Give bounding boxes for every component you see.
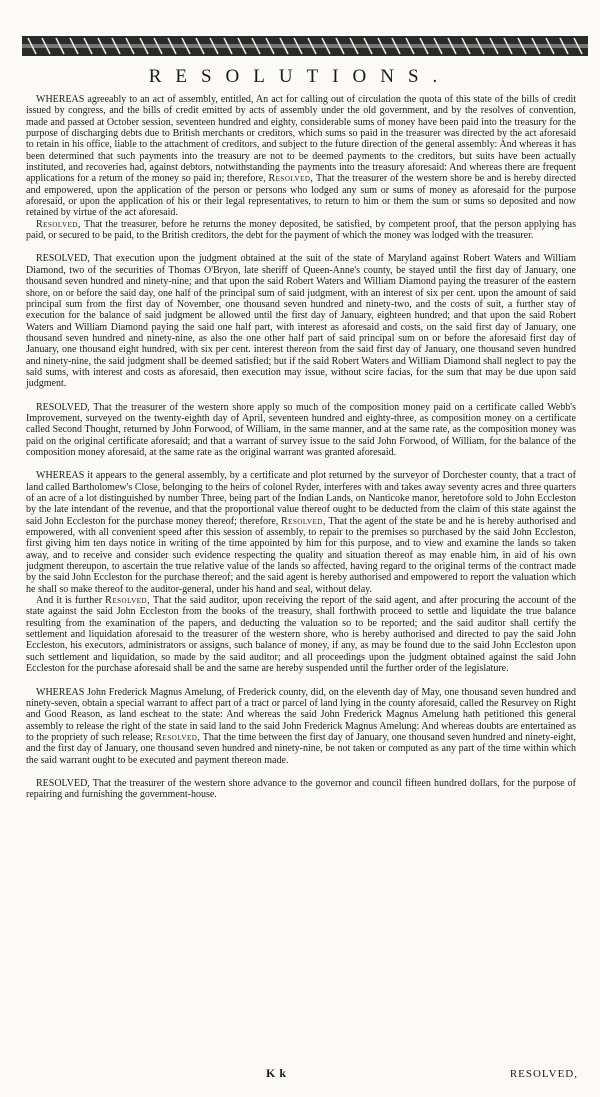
paragraph-text: That the treasurer of the western shore be and is hereby directed and empowered, upon the application of the person or persons who lodged any sum or sums of money as aforesaid for the purpose aforesaid, or upon the application of his or their legal representatives, to return to him or them the sum or sums so deposited and now retained by virtue of the act aforesaid. xyxy=(26,173,576,219)
resolved-keyword: Resolved, xyxy=(281,515,326,527)
paragraph-text: WHEREAS agreeably to an act of assembly, entitled, An act for calling out of circulation the quota of this state of the bills of credit issued by congress, and the bills of credit emitted by acts of assembly under the old government, and by the resolves of convention, made and passed at October session, seventeen hundred and eighty, considerable sums of money have been paid into the treasury for the purpose of discharging debts due to British merchants or creditors, which sums so paid in the treasurer was directed by the act aforesaid to retain in his office, liable to the attachment of creditors, and subject to the future direction of the general assembly: And whereas it has been determined that such payments into the treasury are not to be deemed payments to the creditors, but suits have been actually instituted, and recoveries had, against debtors, notwithstanding the payments into the treasury aforesaid: And whereas there are frequent applications for a return of the money so paid in; therefore, xyxy=(26,94,576,185)
resolution-paragraph xyxy=(26,402,576,459)
catchword: RESOLVED, xyxy=(509,1068,578,1080)
paragraph-text: WHEREAS it appears to the general assembly, by a certificate and plot returned by the surveyor of Dorchester county, that a tract of land called Bartholomew's Close, belonging to the heirs of colonel Ryder, interferes with and takes away seventy acres and three quarters of an acre of a lot distinguished by number Three, being part of the Indian Lands, on Nanticoke manor, heretofore sold to John Eccleston by the late intendant of the revenue, and that the proportional value thereof ought to be deducted from the claim of this state against the said John Eccleston for the purchase money thereof; therefore, xyxy=(26,470,576,527)
resolution-paragraph xyxy=(26,94,576,219)
resolution-paragraph xyxy=(26,778,576,801)
paragraph-text: WHEREAS John Frederick Magnus Amelung, of Frederick county, did, on the eleventh day of May, one thousand seven hundred and ninety-seven, obtain a special warrant to affect part of a tract or parcel of land lying in the county aforesaid, called the Resurvey on Right and Good Reason, as land escheat to the state: And whereas the said John Frederick Magnus Amelung hath petitioned this general assembly to release the right of the state in said land to the said John Frederick Magnus Amelung: And whereas doubts are entertained as to the propriety of such release; xyxy=(26,686,576,743)
resolution-paragraph xyxy=(26,687,576,766)
resolution-paragraph xyxy=(26,219,576,242)
paragraph-text: And it is further xyxy=(36,595,106,607)
page-title: RESOLUTIONS. xyxy=(148,66,452,87)
resolved-keyword: Resolved, xyxy=(155,731,201,743)
ornamental-rule xyxy=(22,30,588,60)
paragraph-text: RESOLVED, That the treasurer of the western shore advance to the governor and council fifteen hundred dollars, for the purpose of repairing and furnishing the government-house. xyxy=(26,777,576,801)
paragraph-text: RESOLVED, That execution upon the judgment obtained at the suit of the state of Maryland against Robert Waters and William Diamond, two of the securities of Thomas O'Bryon, late sheriff of Queen-Anne's county, be stayed until the first day of January, one thousand seven hundred and ninety-nine; and that upon the said Robert Waters and William Diamond paying the treasurer of the eastern shore, on or before the said day, one half of the principal sum of said judgment, with an interest of six per cent. upon the amount of said principal sum from the first day of November, one thousand seven hundred and ninety-two, and the costs of suit, a further stay of execution for the balance of said judgment be allowed until the first day of January, eighteen hundred; and that upon the said Robert Waters and William Diamond paying the said one half part, with interest as aforesaid and costs, on the said first day of January, one thousand seven hundred and ninety-nine, as also the one other half part of said principal sum on or before the aforesaid first day of January, one thousand eight hundred, with six per cent. interest thereon from the said first day of January, one thousand seven hundred and ninety-nine, the said judgment shall be deemed satisfied; but if the said Robert Waters and William Diamond shall neglect to pay the said sums, with interest and costs as aforesaid, then execution may issue, without scire facias, for the sum that may be due upon said judgment. xyxy=(26,253,576,390)
paragraph-text: That the said auditor, upon receiving the report of the said agent, and after procuring the account of the state against the said John Eccleston from the books of the treasury, shall forthwith proceed to settle and liquidate the true balance resulting from the examination of the papers, and deducting the valuation so to be reported; and the said auditor shall certify the settlement and liquidation aforesaid to the treasurer of the western shore, who is hereby authorised and directed to pay the said John Eccleston, his executors, administrators or assigns, such balance of money, if any, as may be found due to the said John Eccleston upon such settlement and liquidation, so made by the said auditor; and all proceedings upon the judgment obtained against the said John Eccleston for the purchase aforesaid shall be and the same are hereby suspended until the further order of the legislature. xyxy=(26,595,576,675)
signature-mark: Kk xyxy=(266,1066,291,1080)
resolution-paragraph xyxy=(26,253,576,389)
resolved-keyword: Resolved, xyxy=(268,173,314,185)
page-footer xyxy=(0,1066,600,1086)
resolved-keyword: Resolved, xyxy=(36,218,81,230)
resolution-paragraph xyxy=(26,595,576,674)
paragraph-text: That the treasurer, before he returns the money deposited, be satisfied, by competent proof, that the person applying has paid, or secured to be paid, to the British creditors, the debt for the payment of which the money was lodged with the treasurer. xyxy=(26,218,576,242)
resolutions-body xyxy=(26,94,576,801)
paragraph-text: RESOLVED, That the treasurer of the western shore apply so much of the composition money paid on a certificate called Webb's Improvement, surveyed on the twenty-eighth day of April, seventeen hundred and eighty-three, as composition money on a certificate called Second Thought, returned by John Forwood, of William, in the same manner, and at the same rate, as the composition money was paid on the original certificate aforesaid; and that a warrant of survey issue to the said John Forwood, of William, for the balance of the composition money aforesaid, at the same rate as the original warrant was granted aforesaid. xyxy=(26,401,576,458)
paragraph-text: That the agent of the state be and he is hereby authorised and empowered, with all convenient speed after this session of assembly, to repair to the premises so purchased by the said John Eccleston, first giving him ten days notice in writing of the time appointed by him for this purpose, and to view and examine the lands so taken away, and to receive and consider such evidence respecting the quality and situation thereof as may enable him, in aid of his own judgment thereupon, to ascertain the true relative value of the lands so affected, having regard to the original terms of the contract made by the said John Eccleston for the purchase thereof; and the said agent is hereby authorised and empowered to report the valuation which he shall so make thereof to the auditor-general, under his hand and seal, without delay. xyxy=(26,515,576,595)
resolution-paragraph xyxy=(26,470,576,595)
paragraph-text: That the time between the first day of January, one thousand seven hundred and ninety-eight, and the first day of January, one thousand seven hundred and ninety-nine, be not taken or computed as any part of the time within which the said warrant ought to be executed and payment thereon made. xyxy=(26,731,576,766)
resolved-keyword: Resolved, xyxy=(105,595,151,607)
